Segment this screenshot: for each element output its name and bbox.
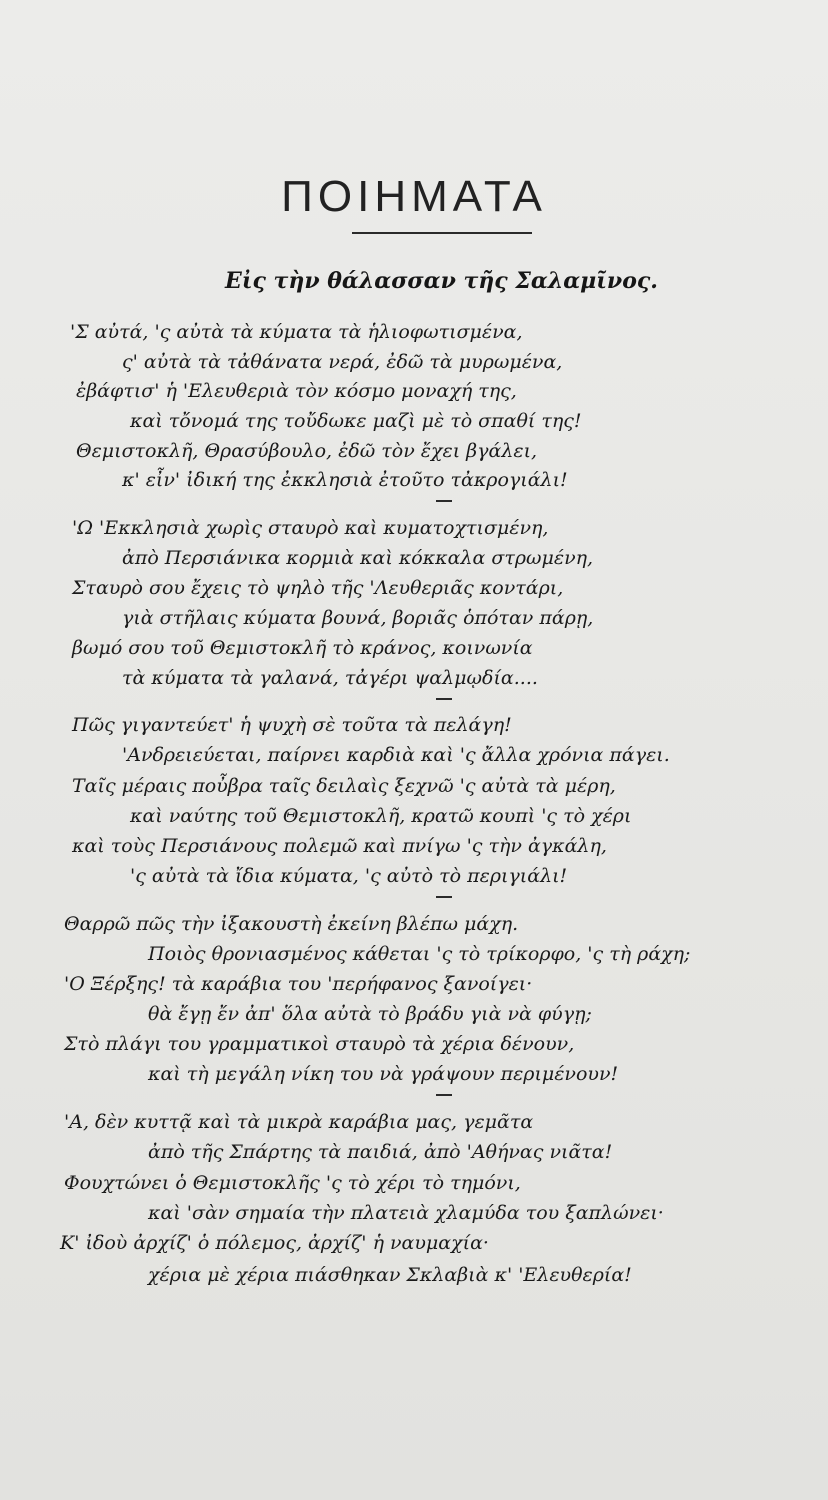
poem-line: 'Σ αὐτά, 'ς αὐτὰ τὰ κύματα τὰ ἡλιοφωτισμένα,	[70, 321, 523, 343]
poem-line: βωμό σου τοῦ Θεμιστοκλῆ τὸ κράνος, κοινωνία	[72, 637, 533, 659]
stanza-separator	[436, 500, 452, 502]
poem-line: τὰ κύματα τὰ γαλανά, τἀγέρι ψαλμῳδία....	[122, 667, 538, 689]
poem-line: 'Α, δὲν κυττᾷ καὶ τὰ μικρὰ καράβια μας, γεμᾶτα	[64, 1111, 534, 1133]
poem-line: καὶ 'σὰν σημαία τὴν πλατειὰ χλαμύδα του ξαπλώνει·	[148, 1202, 664, 1224]
poem-line: Θαρρῶ πῶς τὴν ἰξακουστὴ ἐκείνη βλέπω μάχη.	[64, 913, 519, 935]
poem-line: Φουχτώνει ὁ Θεμιστοκλῆς 'ς τὸ χέρι τὸ τημόνι,	[64, 1172, 521, 1194]
stanza-separator	[436, 896, 452, 898]
page-title: ΠΟΙΗΜΑΤΑ	[281, 172, 547, 222]
poem-line: 'Ο Ξέρξης! τὰ καράβια του 'περήφανος ξανοίγει·	[64, 973, 533, 995]
poem-line: ἐβάφτισ' ἡ 'Ελευθεριὰ τὸν κόσμο μοναχή της,	[76, 380, 517, 402]
poem-line: χέρια μὲ χέρια πιάσθηκαν Σκλαβιὰ κ' 'Ελευθερία!	[148, 1264, 632, 1286]
poem-line: 'Ω 'Εκκλησιὰ χωρὶς σταυρὸ καὶ κυματοχτισμένη,	[72, 517, 549, 539]
stanza-separator	[436, 1094, 452, 1096]
poem-line: 'Ανδρειεύεται, παίρνει καρδιὰ καὶ 'ς ἄλλα χρόνια πάγει.	[122, 744, 670, 766]
poem-line: Ποιὸς θρονιασμένος κάθεται 'ς τὸ τρίκορφο, 'ς τὴ ράχη;	[148, 943, 691, 965]
poem-line: ἀπὸ Περσιάνικα κορμιὰ καὶ κόκκαλα στρωμένη,	[122, 547, 594, 569]
stanza-separator	[436, 698, 452, 700]
poem-line: καὶ τοὺς Περσιάνους πολεμῶ καὶ πνίγω 'ς τὴν ἀγκάλη,	[72, 835, 607, 857]
poem-line: Ταῖς μέραις ποὖβρα ταῖς δειλαὶς ξεχνῶ 'ς αὐτὰ τὰ μέρη,	[72, 775, 616, 797]
poem-line: 'ς αὐτὰ τὰ ἴδια κύματα, 'ς αὐτὸ τὸ περιγιάλι!	[130, 865, 568, 887]
poem-title: Εἰς τὴν θάλασσαν τῆς Σαλαμῖνος.	[225, 268, 658, 294]
poem-line: γιὰ στῆλαις κύματα βουνά, βοριᾶς ὁπόταν πάρῃ,	[122, 607, 594, 629]
poem-line: ἀπὸ τῆς Σπάρτης τὰ παιδιά, ἀπὸ 'Αθήνας νιᾶτα!	[148, 1141, 613, 1163]
poem-line: κ' εἶν' ἰδική της ἐκκλησιὰ ἐτοῦτο τἀκρογιάλι!	[122, 469, 568, 491]
poem-line: θὰ ἔγῃ ἔν ἀπ' ὅλα αὐτὰ τὸ βράδυ γιὰ νὰ φύγῃ;	[148, 1003, 592, 1025]
poem-line: ς' αὐτὰ τὰ τἀθάνατα νερά, ἐδῶ τὰ μυρωμένα,	[122, 351, 563, 373]
title-rule	[352, 232, 532, 234]
poem-line: καὶ τὴ μεγάλη νίκη του νὰ γράψουν περιμένουν!	[148, 1063, 619, 1085]
poem-line: Πῶς γιγαντεύετ' ἡ ψυχὴ σὲ τοῦτα τὰ πελάγη!	[72, 714, 512, 736]
poem-line: καὶ τὄνομά της τοὔδωκε μαζὶ μὲ τὸ σπαθί της!	[130, 410, 582, 432]
poem-line: Σταυρὸ σου ἔχεις τὸ ψηλὸ τῆς 'Λευθεριᾶς κοντάρι,	[72, 577, 564, 599]
poem-line: Στὸ πλάγι του γραμματικοὶ σταυρὸ τὰ χέρια δένουν,	[64, 1033, 575, 1055]
poem-line: καὶ ναύτης τοῦ Θεμιστοκλῆ, κρατῶ κουπὶ 'ς τὸ χέρι	[130, 805, 632, 827]
poem-line: Θεμιστοκλῆ, Θρασύβουλο, ἐδῶ τὸν ἔχει βγάλει,	[76, 440, 538, 462]
poem-line: Κ' ἰδοὺ ἀρχίζ' ὁ πόλεμος, ἀρχίζ' ἡ ναυμαχία·	[60, 1232, 489, 1254]
